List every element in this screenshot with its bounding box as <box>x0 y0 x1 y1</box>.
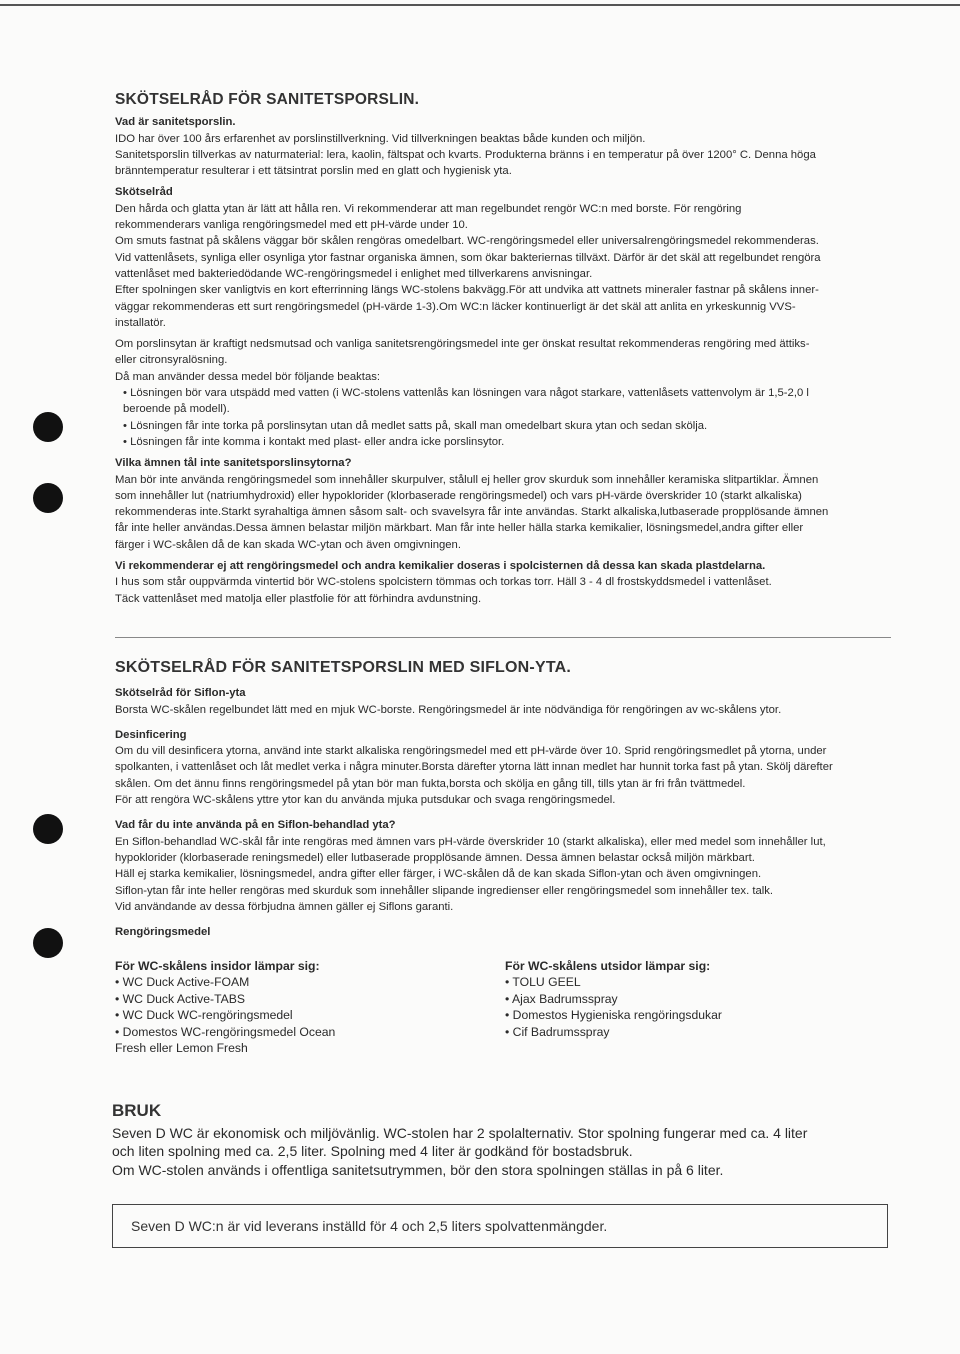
outside-heading: För WC-skålens utsidor lämpar sig: <box>505 959 711 973</box>
disinfect-text: Om du vill desinficera ytorna, använd inte starkt alkaliska rengöringsmedel med ett pH-värde över 10. Sprid rengöringsmedlet på ytorna, under spolkanten, i vattenlåset och låt medlet verka i några minuter.Borsta därefter ytorna lätt innan medlet har hunnit torka fast på ytan. Skölj därefter skålen. Om det ännu finns rengöringsmedel på ytan bör man fukta,borsta och skölja en gång till, tills ytan är fri från tvättmedel. För att rengöra WC-skålens yttre ytor kan du använda mjuka putsdukar och svaga rengöringsmedel. <box>115 745 833 807</box>
product-item: • Domestos WC-rengöringsmedel Ocean Fresh eller Lemon Fresh <box>115 1024 336 1056</box>
disinfect-heading: Desinficering <box>115 728 187 741</box>
what-text: IDO har över 100 års erfarenhet av porslinstillverkning. Vid tillverkningen beaktas både kunden och miljön. Sanitetsporslin tillverkas av naturmaterial: lera, kaolin, fältspat och kvarts. Produkterna bränns i en temperatur på över 1200° C. Denna höga bränntemperatur resulterar i ett tätsintrat porslin med en glatt och hygienisk yta. <box>115 132 816 178</box>
siflon-care-heading: Skötselråd för Siflon-yta <box>115 687 246 700</box>
section2-title: SKÖTSELRÅD FÖR SANITETSPORSLIN MED SIFLON-YTA. <box>115 659 572 676</box>
inside-heading: För WC-skålens insidor lämpar sig: <box>115 959 320 973</box>
binder-hole-2 <box>33 483 63 513</box>
section1-title: SKÖTSELRÅD FÖR SANITETSPORSLIN. <box>115 91 420 108</box>
binder-hole-4 <box>33 928 63 958</box>
what-heading: Vad är sanitetsporslin. <box>115 116 236 129</box>
bruk-title: BRUK <box>112 1101 162 1120</box>
binder-hole-1 <box>33 412 63 442</box>
product-item: • WC Duck Active-TABS <box>115 991 245 1006</box>
section-sanitetsporslin <box>115 92 905 607</box>
binder-hole-3 <box>33 814 63 844</box>
top-edge-line <box>0 4 960 6</box>
bullet-item: • Lösningen får inte torka på porslinsytan utan då medlet satts på, skall man omedelbart skura ytan och sedan skölja. <box>123 419 708 432</box>
product-item: • TOLU GEEL <box>505 975 581 990</box>
delivery-note: Seven D WC:n är vid leverans inställd för 4 och 2,5 liters spolvattenmängder. <box>131 1218 608 1234</box>
outside-column <box>505 958 885 1040</box>
product-item: • Ajax Badrumsspray <box>505 991 618 1006</box>
bruk-text: Seven D WC är ekonomisk och miljövänlig. WC-stolen har 2 spolalternativ. Stor spolning fungerar med ca. 4 liter och liten spolning med ca. 2,5 liter. Spolning med 4 liter är godkänd för bostadsbruk. Om WC-stolen används i offentliga sanitetsutrymmen, bör den stora spolningen ställas in på 6 liter. <box>112 1125 808 1178</box>
cleaning-heading: Rengöringsmedel <box>115 926 211 939</box>
recommend-bold: Vi rekommenderar ej att rengöringsmedel och andra kemikalier doseras i spolcisternen då dessa kan skada plastdelarna. <box>115 560 766 573</box>
care-text-2: Om porslinsytan är kraftigt nedsmutsad och vanliga sanitetsrengöringsmedel inte ger önskat resultat rekommenderas rengöring med ättiks- eller citronsyralösning. Då man använder dessa medel bör följande beaktas: <box>115 338 810 383</box>
recommend-text: I hus som står ouppvärmda vintertid bör WC-stolens spolcistern tömmas och torkas torr. Häll 3 - 4 dl frostskyddsmedel i vattenlåset. Täck vattenlåset med matolja eller plastfolie för att förhindra avdunstning. <box>115 576 772 605</box>
bullet-item: • Lösningen får inte komma i kontakt med plast- eller andra icke porslinsytor. <box>123 435 505 448</box>
bullet-item: • Lösningen bör vara utspädd med vatten (i WC-stolens vattenlås kan lösningen vara något starkare, vattenlåsets vattenvolym är 1,5-2,0 l beroende på modell). <box>123 387 809 416</box>
avoid-text: Man bör inte använda rengöringsmedel som innehåller skurpulver, stålull ej heller grov skurduk som innehåller keramiska slitpartiklar. Ämnen som innehåller lut (natriumhydroxid) eller hypoklorider (klorbaserade rengöringsmedel) och vars pH-värde överskrider 10 (starkt alkaliska) rekommenderas inte.Starkt syrahaltiga ämnen såsom salt- och svavelsyra får inte användas. Starkt alkaliska,lutbaserade propplösande ämnen får inte heller användas.Dessa ämnen belastar miljön märkbart. Man får inte heller hälla starka kemikalier, lösningsmedel,andra gifter eller färger i WC-skålen då de kan skada WC-ytan och även omgivningen. <box>115 473 829 551</box>
delivery-note-box <box>112 1204 888 1248</box>
forbidden-text: En Siflon-behandlad WC-skål får inte rengöras med ämnen vars pH-värde överskrider 10 (starkt alkaliska), eller med medel som innehåller lut, hypoklorider (klorbaserade reningsmedel) eller lutbaserade propplösande ämnen. Dessa ämnen belastar också miljön märkbart. Häll ej starka kemikalier, lösningsmedel, andra gifter eller färger, i WC-skålen då de kan skada Siflon-ytan och även omgivningen. Siflon-ytan får inte heller rengöras med skurduk som innehåller slipande ingredienser eller rengöringsmedel som innehåller tex. talk. Vid användande av dessa förbjudna ämnen gäller ej Siflons garanti. <box>115 835 826 913</box>
care-heading: Skötselråd <box>115 186 173 199</box>
product-item: • WC Duck Active-FOAM <box>115 975 250 990</box>
section-divider <box>115 637 891 638</box>
siflon-care-text: Borsta WC-skålen regelbundet lätt med en mjuk WC-borste. Rengöringsmedel är inte nödvändiga för rengöringen av wc-skålens ytor. <box>115 703 782 716</box>
section-siflon <box>115 660 905 940</box>
product-item: • Domestos Hygieniska rengöringsdukar <box>505 1008 722 1023</box>
avoid-heading: Vilka ämnen tål inte sanitetsporslinsytorna? <box>115 457 352 470</box>
care-text-1: Den hårda och glatta ytan är lätt att hålla ren. Vi rekommenderar att man regelbundet rengör WC:n med borste. För rengöring rekommenderars vanliga rengöringsmedel med ett pH-värde under 10. Om smuts fastnat på skålens väggar bör skålen rengöras omedelbart. WC-rengöringsmedel eller universalrengöringsmedel rekommenderas. Vid vattenlåsets, synliga eller osynliga ytor fastnar organiska ämnen, som ökar bakteriernas tillväxt. Därför är det skäl att regelbundet rengöra vattenlåset med bakteriedödande WC-rengöringsmedel i enlighet med tillverkarens anvisningar. Efter spolningen sker vanligtvis en kort efterrinning längs WC-stolens bakvägg.För att undvika att vattnets mineraler fastnar på skålens inner- väggar rekommenderas ett surt rengöringsmedel (pH-värde 1-3).Om WC:n läcker kontinuerligt är det skäl att anlita en yrkeskunnig VVS- installatör. <box>115 202 821 329</box>
inside-column <box>115 958 495 1056</box>
product-item: • WC Duck WC-rengöringsmedel <box>115 1008 293 1023</box>
product-item: • Cif Badrumsspray <box>505 1024 610 1039</box>
forbidden-heading: Vad får du inte använda på en Siflon-behandlad yta? <box>115 819 396 832</box>
